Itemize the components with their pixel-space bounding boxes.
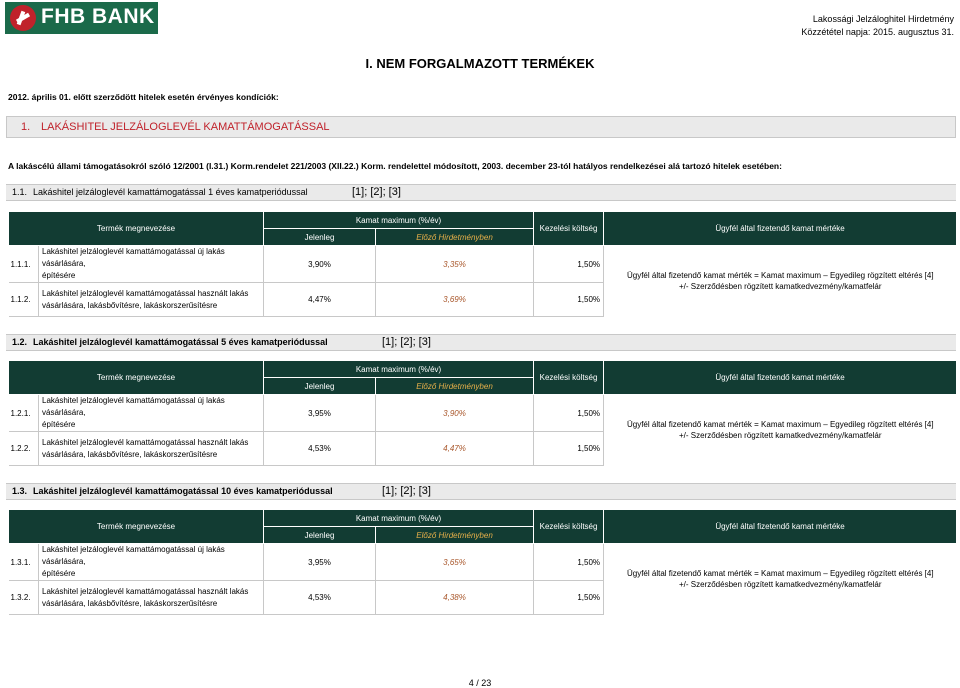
row-previous: 3,35%	[376, 246, 534, 283]
col-product: Termék megnevezése	[9, 212, 264, 246]
row-fee: 1,50%	[534, 544, 604, 581]
subsection-band-3	[6, 483, 956, 500]
col-previous: Előző Hirdetményben	[376, 527, 534, 544]
row-number: 1.1.1.	[9, 246, 39, 283]
row-description: Lakáshitel jelzáloglevél kamattámogatással új lakás vásárlására, építésére	[39, 395, 264, 432]
col-product: Termék megnevezése	[9, 361, 264, 395]
subsection-band-1	[6, 184, 956, 201]
regulation-text: A lakáscélú állami támogatásokról szóló 12/2001 (I.31.) Korm.rendelet 221/2003 (XII.22.) Korm. rendelettel módosított, 2003. december 23-tól hatályos rendelkezései alá tartozó hitelek esetében:	[8, 161, 782, 171]
row-fee: 1,50%	[534, 246, 604, 283]
section-title: LAKÁSHITEL JELZÁLOGLEVÉL KAMATTÁMOGATÁSSAL	[41, 121, 330, 133]
fhb-logo	[5, 2, 158, 34]
col-rate-max: Kamat maximum (%/év)	[264, 510, 534, 527]
brand-name: FHB BANK	[41, 5, 155, 28]
rate-table-3	[8, 509, 957, 615]
row-fee: 1,50%	[534, 283, 604, 317]
row-number: 1.3.2.	[9, 581, 39, 615]
col-current: Jelenleg	[264, 378, 376, 395]
row-description: Lakáshitel jelzáloglevél kamattámogatással új lakás vásárlására, építésére	[39, 544, 264, 581]
col-product: Termék megnevezése	[9, 510, 264, 544]
fhb-emblem-icon	[10, 5, 36, 31]
section-band	[6, 116, 956, 138]
subsection-title: Lakáshitel jelzáloglevél kamattámogatással 5 éves kamatperiódussal	[33, 337, 328, 347]
row-previous: 4,38%	[376, 581, 534, 615]
row-current: 3,95%	[264, 395, 376, 432]
row-fee: 1,50%	[534, 395, 604, 432]
row-fee: 1,50%	[534, 581, 604, 615]
row-current: 3,95%	[264, 544, 376, 581]
row-description: Lakáshitel jelzáloglevél kamattámogatással használt lakás vásárlására, lakásbővítésre, lakáskorszerűsítésre	[39, 581, 264, 615]
subsection-title: Lakáshitel jelzáloglevél kamattámogatással 1 éves kamatperiódussal	[33, 187, 308, 197]
customer-rate-note: Ügyfél által fizetendő kamat mérték = Kamat maximum – Egyedileg rögzített eltérés [4] +/- Szerződésben rögzített kamatkedvezmény/kamatfelár	[626, 569, 934, 590]
subsection-refs: [1]; [2]; [3]	[382, 485, 431, 497]
table-row	[9, 395, 957, 432]
col-current: Jelenleg	[264, 527, 376, 544]
row-previous: 4,47%	[376, 432, 534, 466]
subsection-band-2	[6, 334, 956, 351]
row-description: Lakáshitel jelzáloglevél kamattámogatással használt lakás vásárlására, lakásbővítésre, lakáskorszerűsítésre	[39, 283, 264, 317]
subsection-number: 1.2.	[12, 337, 28, 347]
section-number: 1.	[21, 121, 31, 133]
col-previous: Előző Hirdetményben	[376, 229, 534, 246]
rate-table-1	[8, 211, 957, 317]
col-fee: Kezelési költség	[534, 510, 604, 544]
row-fee: 1,50%	[534, 432, 604, 466]
subsection-number: 1.1.	[12, 187, 28, 197]
subsection-number: 1.3.	[12, 486, 28, 496]
subsection-title: Lakáshitel jelzáloglevél kamattámogatással 10 éves kamatperiódussal	[33, 486, 333, 496]
table-row	[9, 544, 957, 581]
main-title: I. NEM FORGALMAZOTT TERMÉKEK	[365, 56, 595, 71]
row-previous: 3,69%	[376, 283, 534, 317]
row-current: 3,90%	[264, 246, 376, 283]
rate-table-2	[8, 360, 957, 466]
intro-text: 2012. április 01. előtt szerződött hitelek esetén érvényes kondíciók:	[8, 92, 279, 102]
row-description: Lakáshitel jelzáloglevél kamattámogatással új lakás vásárlására, építésére	[39, 246, 264, 283]
subsection-refs: [1]; [2]; [3]	[382, 336, 431, 348]
row-current: 4,47%	[264, 283, 376, 317]
col-fee: Kezelési költség	[534, 361, 604, 395]
row-previous: 3,90%	[376, 395, 534, 432]
row-number: 1.1.2.	[9, 283, 39, 317]
col-customer-rate: Ügyfél által fizetendő kamat mértéke	[604, 510, 957, 544]
row-number: 1.2.1.	[9, 395, 39, 432]
row-previous: 3,65%	[376, 544, 534, 581]
col-customer-rate: Ügyfél által fizetendő kamat mértéke	[604, 212, 957, 246]
page-number: 4 / 23	[468, 678, 492, 688]
col-current: Jelenleg	[264, 229, 376, 246]
customer-rate-note: Ügyfél által fizetendő kamat mérték = Kamat maximum – Egyedileg rögzített eltérés [4] +/- Szerződésben rögzített kamatkedvezmény/kamatfelár	[626, 271, 934, 292]
row-number: 1.3.1.	[9, 544, 39, 581]
col-rate-max: Kamat maximum (%/év)	[264, 212, 534, 229]
row-description: Lakáshitel jelzáloglevél kamattámogatással használt lakás vásárlására, lakásbővítésre, lakáskorszerűsítésre	[39, 432, 264, 466]
row-number: 1.2.2.	[9, 432, 39, 466]
col-customer-rate: Ügyfél által fizetendő kamat mértéke	[604, 361, 957, 395]
col-previous: Előző Hirdetményben	[376, 378, 534, 395]
table-row	[9, 246, 957, 283]
row-current: 4,53%	[264, 432, 376, 466]
subsection-refs: [1]; [2]; [3]	[352, 186, 401, 198]
col-fee: Kezelési költség	[534, 212, 604, 246]
doc-title: Lakossági Jelzáloghitel Hirdetmény	[812, 14, 954, 24]
published-date: Közzététel napja: 2015. augusztus 31.	[801, 27, 954, 37]
col-rate-max: Kamat maximum (%/év)	[264, 361, 534, 378]
row-current: 4,53%	[264, 581, 376, 615]
customer-rate-note: Ügyfél által fizetendő kamat mérték = Kamat maximum – Egyedileg rögzített eltérés [4] +/- Szerződésben rögzített kamatkedvezmény/kamatfelár	[626, 420, 934, 441]
